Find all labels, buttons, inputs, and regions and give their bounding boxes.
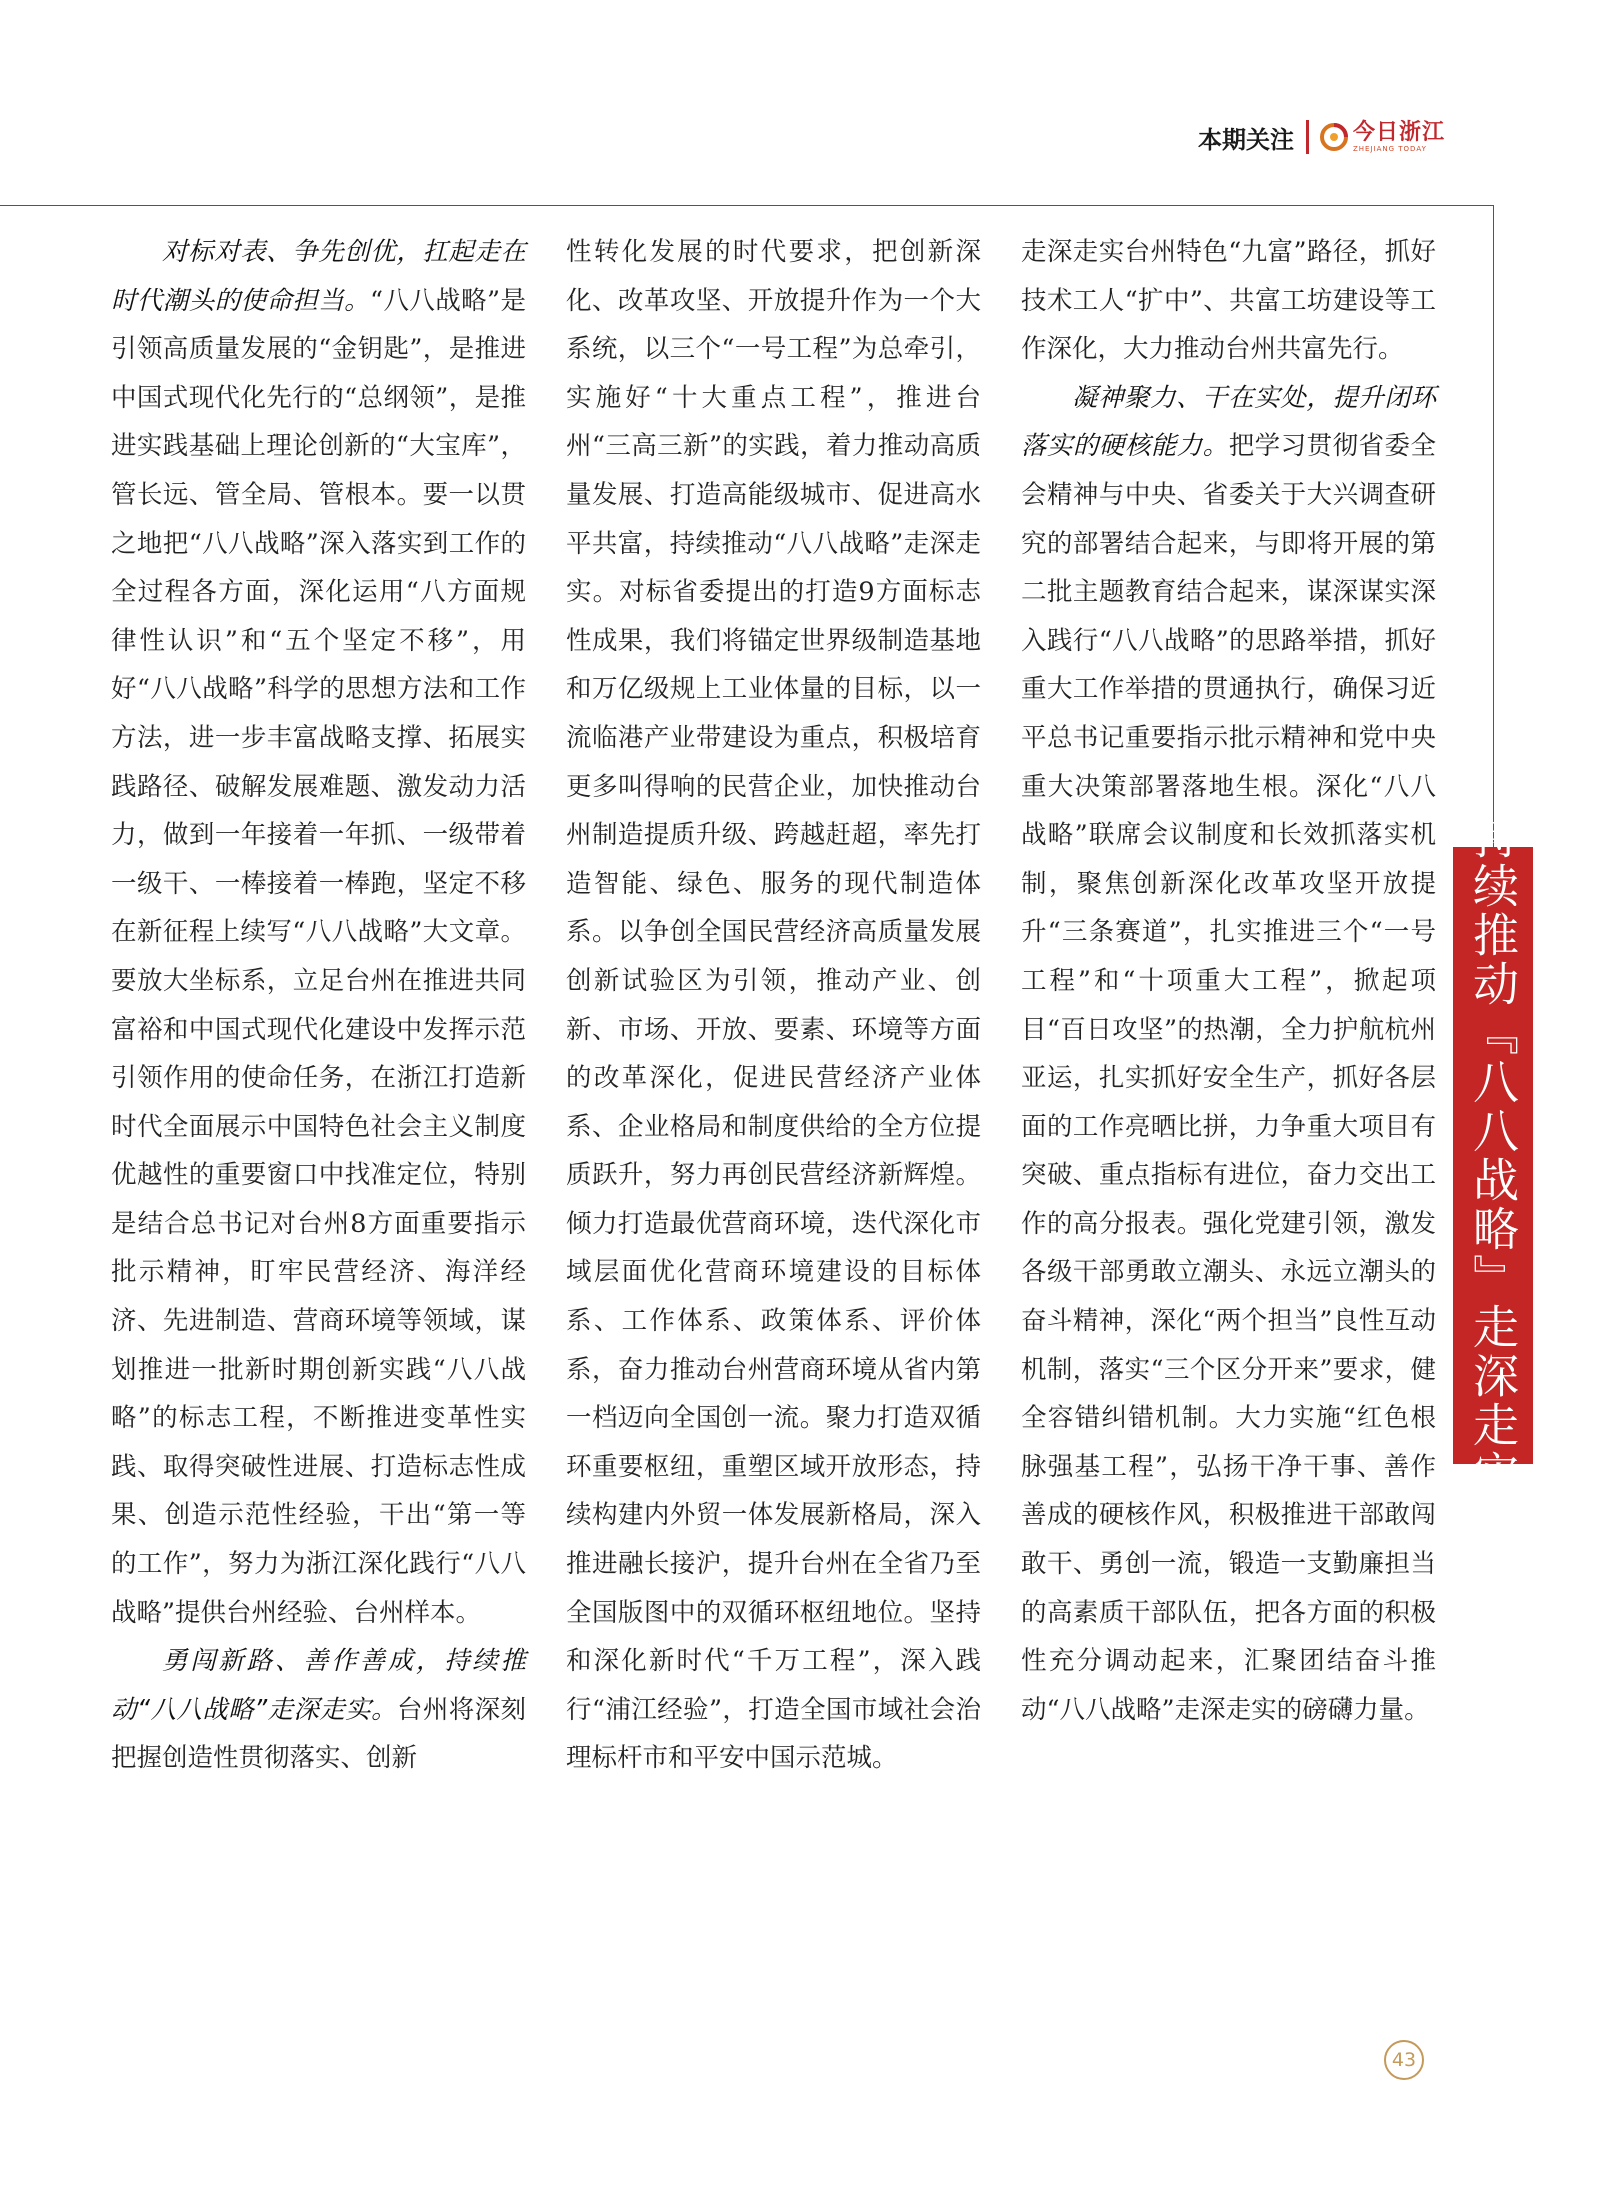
paragraph-2-body: 台州将深刻把握创造性贯彻落实、创新 (111, 1694, 526, 1774)
paragraph-2-continued: 性转化发展的时代要求，把创新深化、改革攻坚、开放提升作为一个大系统，以三个“一号工程”为总牵引，实施好“十大重点工程”，推进台州“三高三新”的实践，着力推动高质量发展、打造高能级城市、促进高水平共富，持续推动“八八战略”走深走实。对标省委提出的打造9方面标志性成果，我们将锚定世界级制造基地和万亿级规上工业体量的目标，以一流临港产业带建设为重点，积极培育更多叫得响的民营企业，加快推动台州制造提质升级、跨越赶超，率先打造智能、绿色、服务的现代制造体系。以争创全国民营经济高质量发展创新试验区为引领，推动产业、创新、市场、开放、要素、环境等方面的改革深化，促进民营经济产业体系、企业格局和制度供给的全方位提质跃升，努力再创民营经济新辉煌。倾力打造最优营商环境，迭代深化市域层面优化营商环境建设的目标体系、工作体系、政策体系、评价体系，奋力推动台州营商环境从省内第一档迈向全国创一流。聚力打造双循环重要枢纽，重塑区域开放形态，持续构建内外贸一体发展新格局，深入推进融长接沪，提升台州在全省乃至全国版图中的双循环枢纽地位。坚持和深化新时代“千万工程”，深入践行“浦江经验”，打造全国市域社会治理标杆市和平安中国示范城。 (566, 237, 981, 1774)
text-column-3 (1021, 228, 1436, 1783)
paragraph-2-lead: 勇闯新路、善作善成，持续推动“八八战略”走深走实。 (111, 1646, 526, 1725)
section-label: 本期关注 (1197, 125, 1294, 154)
paragraph-2 (111, 1637, 526, 1783)
text-column-2 (566, 228, 981, 1783)
logo-text-block (1353, 121, 1445, 153)
paragraph-1-body: “八八战略”是引领高质量发展的“金钥匙”，是推进中国式现代化先行的“总纲领”，是推进实践基础上理论创新的“大宝库”，管长远、管全局、管根本。要一以贯之地把“八八战略”深入落实到工作的全过程各方面，深化运用“八方面规律性认识”和“五个坚定不移”，用好“八八战略”科学的思想方法和工作方法，进一步丰富战略支撑、拓展实践路径、破解发展难题、激发动力活力，做到一年接着一年抓、一级带着一级干、一棒接着一棒跑，坚定不移在新征程上续写“八八战略”大文章。要放大坐标系，立足台州在推进共同富裕和中国式现代化建设中发挥示范引领作用的使命任务，在浙江打造新时代全面展示中国特色社会主义制度优越性的重要窗口中找准定位，特别是结合总书记对台州8方面重要指示批示精神，盯牢民营经济、海洋经济、先进制造、营商环境等领域，谋划推进一批新时期创新实践“八八战略”的标志工程，不断推进变革性实践、取得突破性进展、打造标志性成果、创造示范性经验，干出“第一等的工作”，努力为浙江深化践行“八八战略”提供台州经验、台州样本。 (111, 285, 526, 1628)
magazine-logo (1319, 121, 1445, 153)
logo-title: 今日浙江 (1352, 119, 1445, 145)
page-header (1198, 112, 1445, 162)
right-rule (1493, 205, 1494, 847)
paragraph-1-lead: 对标对表、争先创优，扛起走在时代潮头的使命担当。 (111, 237, 526, 316)
header-divider (1306, 120, 1309, 154)
paragraph-3-body: 把学习贯彻省委全会精神与中央、省委关于大兴调查研究的部署结合起来，与即将开展的第二批主题教育结合起来，谋深谋实深入践行“八八战略”的思路举措，抓好重大工作举措的贯通执行，确保习近平总书记重要指示批示精神和党中央重大决策部署落地生根。深化“八八战略”联席会议制度和长效抓落实机制，聚焦创新深化改革攻坚开放提升“三条赛道”，扎实推进三个“一号工程”和“十项重大工程”，掀起项目“百日攻坚”的热潮，全力护航杭州亚运，扎实抓好安全生产，抓好各层面的工作亮晒比拼，力争重大项目有突破、重点指标有进位，奋力交出工作的高分报表。强化党建引领，激发各级干部勇敢立潮头、永远立潮头的奋斗精神，深化“两个担当”良性互动机制，落实“三个区分开来”要求，健全容错纠错机制。大力实施“红色根脉强基工程”，弘扬干净干事、善作善成的硬核作风，积极推进干部敢闯敢干、勇创一流，锻造一支勤廉担当的高素质干部队伍，把各方面的积极性充分调动起来，汇聚团结奋斗推动“八八战略”走深走实的磅礴力量。 (1021, 431, 1436, 1725)
paragraph-1 (111, 228, 526, 1637)
article-body (111, 228, 1436, 1783)
top-rule (0, 205, 1493, 206)
logo-subtitle: ZHEJIANG TODAY (1352, 145, 1427, 153)
text-column-1 (111, 228, 526, 1783)
paragraph-2-end: 走深走实台州特色“九富”路径，抓好技术工人“扩中”、共富工坊建设等工作深化，大力推动台州共富先行。 (1021, 237, 1436, 365)
sidebar-title-banner (1453, 812, 1533, 1499)
page-number: 43 (1384, 2040, 1424, 2080)
logo-swirl-icon (1319, 122, 1349, 152)
paragraph-3 (1021, 374, 1436, 1735)
sidebar-title: 持续推动『八八战略』走深走实 (1466, 812, 1520, 1499)
paragraph-3-lead: 凝神聚力、干在实处，提升闭环落实的硬核能力。 (1021, 382, 1436, 462)
